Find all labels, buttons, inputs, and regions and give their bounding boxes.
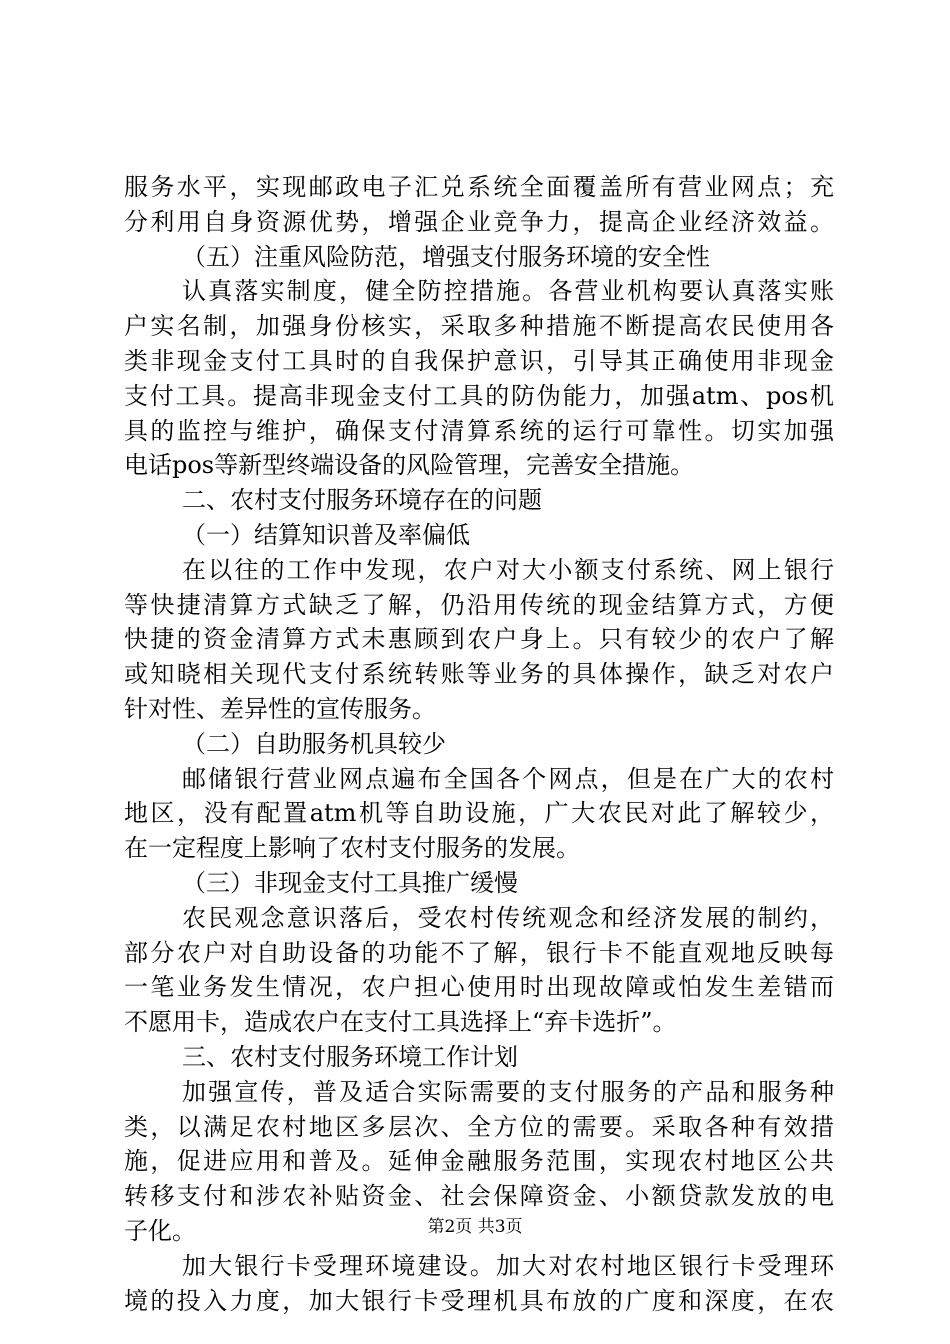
paragraph-line: 或知晓相关现代支付系统转账等业务的具体操作，缺乏对农户 <box>124 660 834 689</box>
paragraph-line: 转移支付和涉农补贴资金、社会保障资金、小额贷款发放的电 <box>124 1182 834 1211</box>
page-footer: 第2页 共3页 <box>427 1217 523 1237</box>
paragraph-line: 在以往的工作中发现，农户对大小额支付系统、网上银行 <box>182 555 834 584</box>
paragraph-line: 子化。 <box>124 1216 196 1245</box>
paragraph-line: 类，以满足农村地区多层次、全方位的需要。采取各种有效措 <box>124 1112 834 1141</box>
paragraph-line: 认真落实制度，健全防控措施。各营业机构要认真落实账 <box>182 277 834 306</box>
paragraph-line: 加大银行卡受理环境建设。加大对农村地区银行卡受理环 <box>182 1251 834 1280</box>
paragraph-line: 不愿用卡，造成农户在支付工具选择上“弃卡选折”。 <box>124 1008 677 1037</box>
paragraph-line: 服务水平，实现邮政电子汇兑系统全面覆盖所有营业网点；充 <box>124 173 834 201</box>
section-heading: 三、农村支付服务环境工作计划 <box>182 1042 518 1071</box>
paragraph-line: 类非现金支付工具时的自我保护意识，引导其正确使用非现金 <box>124 346 834 375</box>
paragraph-line: 加强宣传，普及适合实际需要的支付服务的产品和服务种 <box>182 1077 834 1106</box>
section-heading: （二）自助服务机具较少 <box>182 729 446 758</box>
paragraph-line: 在一定程度上影响了农村支付服务的发展。 <box>124 834 580 863</box>
paragraph-line: 境的投入力度，加大银行卡受理机具布放的广度和深度，在农 <box>124 1286 834 1315</box>
section-heading: 二、农村支付服务环境存在的问题 <box>182 486 542 515</box>
paragraph-line: 一笔业务发生情况，农户担心使用时出现故障或怕发生差错而 <box>124 973 834 1002</box>
paragraph-line: 地区，没有配置atm机等自助设施，广大农民对此了解较少， <box>124 799 834 828</box>
paragraph-line: 户实名制，加强身份核实，采取多种措施不断提高农民使用各 <box>124 312 834 341</box>
paragraph-line: 分利用自身资源优势，增强企业竞争力，提高企业经济效益。 <box>124 207 834 236</box>
section-heading: （三）非现金支付工具推广缓慢 <box>182 868 518 897</box>
document-body <box>124 170 834 1318</box>
paragraph-line: 快捷的资金清算方式未惠顾到农户身上。只有较少的农户了解 <box>124 625 834 654</box>
paragraph-line: 农民观念意识落后，受农村传统观念和经济发展的制约， <box>182 903 834 932</box>
paragraph-line: 针对性、差异性的宣传服务。 <box>124 694 436 723</box>
paragraph-line: 等快捷清算方式缺乏了解，仍沿用传统的现金结算方式，方便 <box>124 590 834 619</box>
paragraph-line: 邮储银行营业网点遍布全国各个网点，但是在广大的农村 <box>182 764 834 793</box>
paragraph-line: 部分农户对自助设备的功能不了解，银行卡不能直观地反映每 <box>124 938 834 967</box>
paragraph-line: 电话pos等新型终端设备的风险管理，完善安全措施。 <box>124 451 695 480</box>
paragraph-line: 支付工具。提高非现金支付工具的防伪能力，加强atm、pos机 <box>124 381 834 410</box>
paragraph-line: 施，促进应用和普及。延伸金融服务范围，实现农村地区公共 <box>124 1147 834 1176</box>
paragraph-line: 具的监控与维护，确保支付清算系统的运行可靠性。切实加强 <box>124 416 834 445</box>
section-heading: （五）注重风险防范，增强支付服务环境的安全性 <box>182 242 710 271</box>
section-heading: （一）结算知识普及率偏低 <box>182 520 470 549</box>
